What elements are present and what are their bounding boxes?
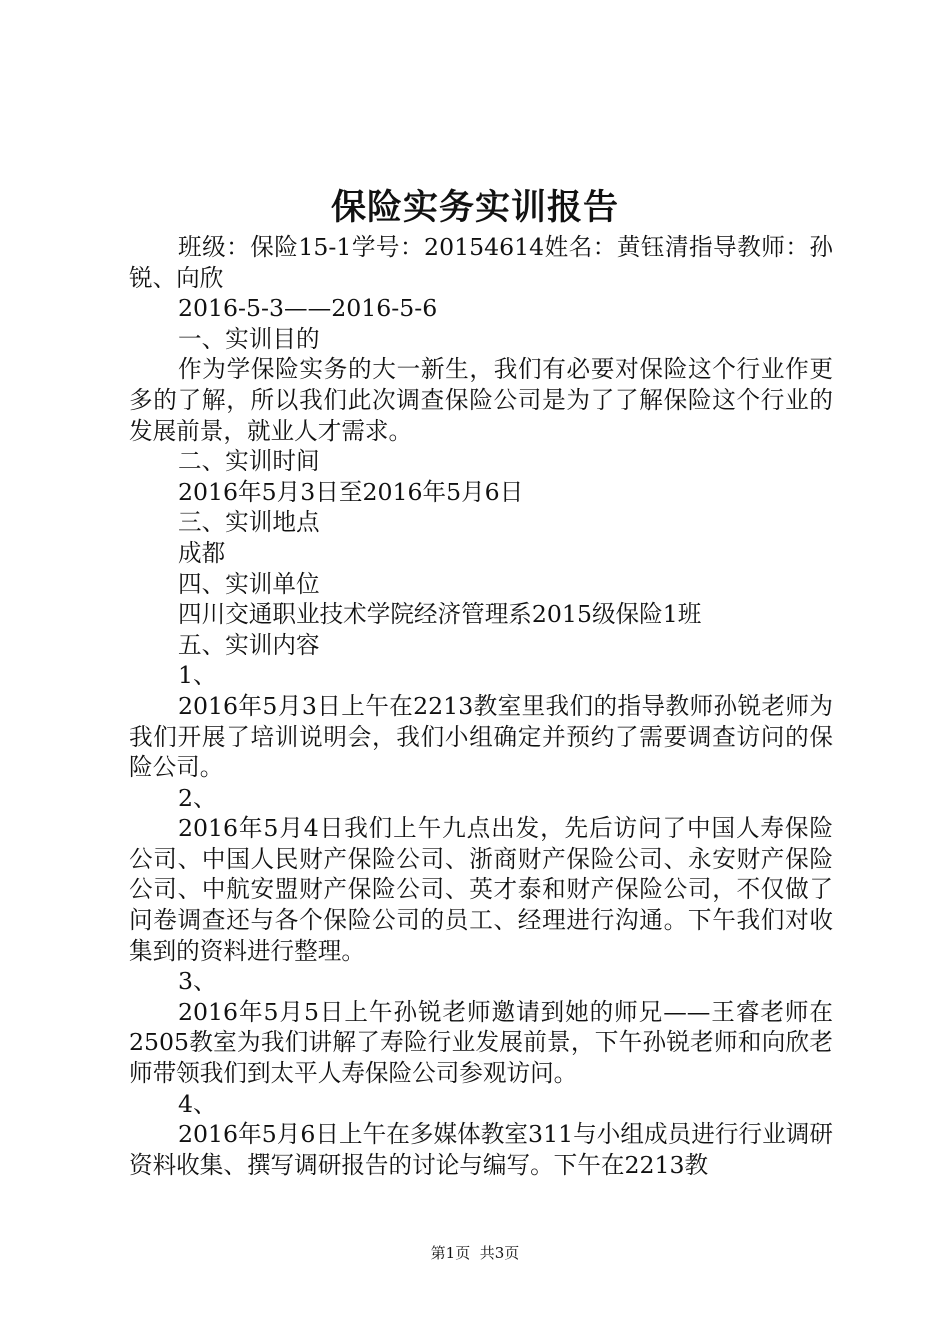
- paragraph-content-1: 2016年5月3日上午在2213教室里我们的指导教师孙锐老师为我们开展了培训说明会，我们小组确定并预约了需要调查访问的保险公司。: [129, 691, 833, 782]
- paragraph-location: 成都: [178, 538, 226, 567]
- list-number-3: 3、: [178, 967, 217, 996]
- list-number-2: 2、: [178, 783, 217, 812]
- page-number-total: 共3页: [479, 1244, 520, 1262]
- heading-purpose: 一、实训目的: [178, 324, 320, 353]
- document-title: 保险实务实训报告: [330, 187, 619, 228]
- heading-unit: 四、实训单位: [178, 569, 320, 598]
- page-number-current: 第1页: [430, 1244, 471, 1262]
- list-number-4: 4、: [178, 1089, 217, 1118]
- paragraph-unit: 四川交通职业技术学院经济管理系2015级保险1班: [178, 600, 702, 629]
- paragraph-content-2: 2016年5月4日我们上午九点出发，先后访问了中国人寿保险公司、中国人民财产保险公司、浙商财产保险公司、永安财产保险公司、中航安盟财产保险公司、英才泰和财产保险公司，不仅做了问卷调查还与各个保险公司的员工、经理进行沟通。下午我们对收集到的资料进行整理。: [129, 814, 833, 965]
- paragraph-class-info: 班级：保险15-1学号：20154614姓名：黄钰清指导教师：孙锐、向欣: [129, 233, 833, 292]
- footer-spacer: [470, 1244, 480, 1262]
- paragraph-time: 2016年5月3日至2016年5月6日: [178, 477, 524, 506]
- paragraph-date-range: 2016-5-3——2016-5-6: [178, 294, 438, 323]
- paragraph-content-4: 2016年5月6日上午在多媒体教室311与小组成员进行行业调研资料收集、撰写调研报告的讨论与编写。下午在2213教: [129, 1120, 833, 1179]
- paragraph-purpose: 作为学保险实务的大一新生，我们有必要对保险这个行业作更多的了解，所以我们此次调查保险公司是为了了解保险这个行业的发展前景，就业人才需求。: [129, 355, 833, 445]
- page-footer: [0, 1243, 950, 1263]
- document-body: [129, 232, 833, 1180]
- paragraph-content-3: 2016年5月5日上午孙锐老师邀请到她的师兄——王睿老师在2505教室为我们讲解了寿险行业发展前景，下午孙锐老师和向欣老师带领我们到太平人寿保险公司参观访问。: [129, 997, 833, 1088]
- heading-time: 二、实训时间: [178, 447, 320, 476]
- list-number-1: 1、: [178, 661, 217, 690]
- heading-location: 三、实训地点: [178, 508, 320, 537]
- heading-content: 五、实训内容: [178, 630, 320, 659]
